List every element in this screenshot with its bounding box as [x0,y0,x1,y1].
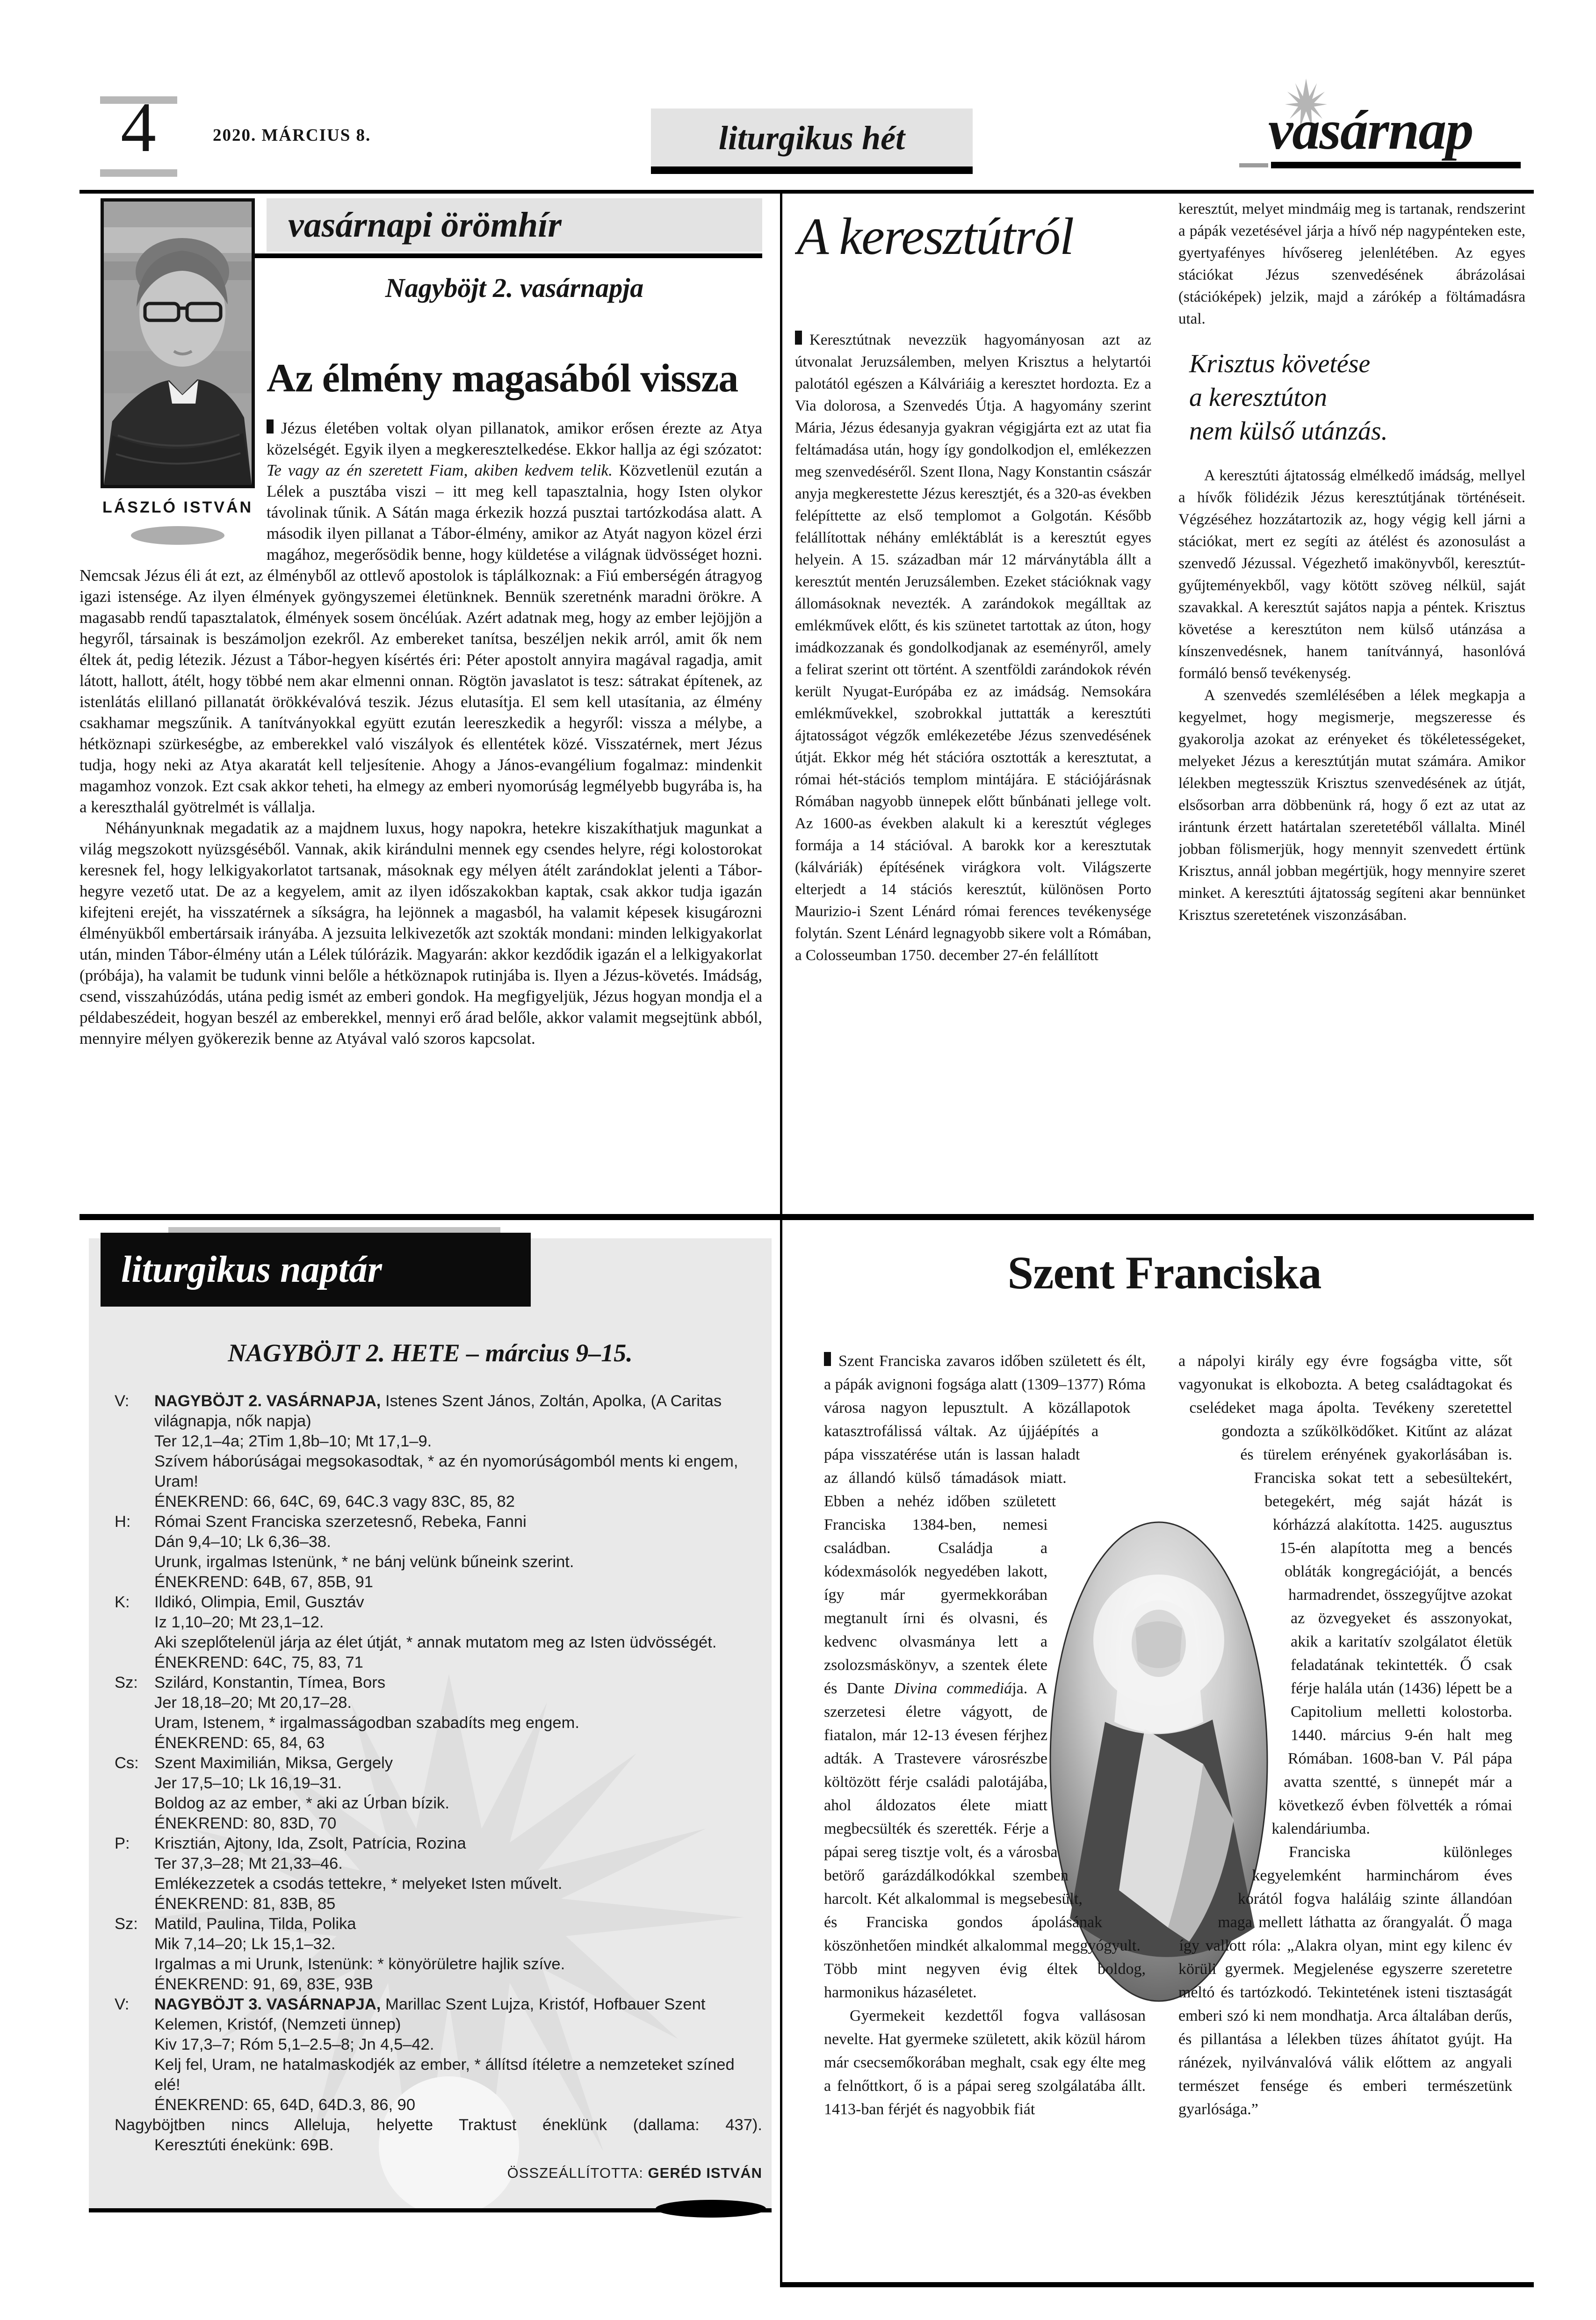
day-label: Sz: [115,1915,138,1933]
calendar-row: ÉNEKREND: 81, 83B, 85 [154,1895,336,1913]
article-kicker: Nagyböjt 2. vasárnapja [385,273,644,303]
calendar-row: NAGYBÖJT 3. VASÁRNAPJA, Marillac Szent Lujza, Kristóf, Hofbauer Szent Kelemen, Kristóf, (Nemzeti ünnep) [154,1995,706,2033]
calendar-row: Szilárd, Konstantin, Tímea, Bors [154,1674,386,1691]
calendar-banner-label: liturgikus naptár [121,1249,383,1290]
keresztut-article-col1 [795,198,1151,1212]
calendar-row: Kelj fel, Uram, ne hatalmaskodjék az ember, * állítsd ítéletre a nemzeteket színed elé! [154,2056,735,2094]
calendar-note: Nagyböjtben nincs Alleluja, helyette Traktust éneklünk (dallama: 437). [115,2116,762,2134]
body-paragraph: Szent Franciska zavaros időben született és élt, a pápák avignoni fogsága alatt (1309–1377) Róma városa nagyon lepusztult. A közállapotok katasztrofálissá váltak. Az újjáépítés a pápa visszatérése után is lassan haladt az állandó külső támadások miatt. Ebben a nehéz időben született Franciska 1384-ben, nemesi családban. Családja a kódexmásolók negyedében lakott, így már gyermekkorában megtanult írni és olvasni, és kedvenc olvasmánya lett a zsolozsmáskönyv, a szentek élete és Dante Divina commediája. A szerzetesi életre vágyott, de fiatalon, már 12-13 évesen férjhez adták. A Trastevere városrészbe költözött férje családi palotájába, ahol áldozatos élete miatt megbecsülték és szerették. Férje a pápai sereg tisztje volt, és a városba betörő garázdálkodókkal szemben harcolt. Két alkalommal is megsebesült, és Franciska gondos ápolásának köszönhetően mindkét alkalommal meggyógyult. Több mint negyven évig éltek boldog, harmonikus házaséletet. [824,1352,1146,2001]
calendar-row: ÉNEKREND: 66, 64C, 69, 64C.3 vagy 83C, 85, 82 [154,1493,515,1511]
body-paragraph: Keresztútnak nevezzük hagyományosan azt az útvonalat Jeruzsálemben, melyen Krisztus a helytartói palotától egészen a Kálváriáig a keresztet hordozta. Ez a Via dolorosa, a Szenvedés Útja. A hagyomány szerint Mária, Jézus édesanyja gyakran végigjárta ezt az utat fia feltámadása után, hogy így gondolkodjon el, emlékezzen meg szenvedéséről. Szent Ilona, Nagy Konstantin császár anyja megkerestette Jézus keresztjét, és a 320-as években felépíttette az első templomot a Golgotán. Később felállítottak néhány emléktáblát is a keresztút egyes helyein. A 15. században már 12 márványtábla állt a keresztút mentén Jeruzsálemben. Ezeket stációknak vagy állomásoknak nevezték. A zarándokok megálltak az emlékművek előtt, és kis szünetet tartottak az úton, hogy imádkozzanak és gondolkodjanak az eseményről, amely a felirat szerint ott történt. A szentföldi zarándokok révén került Nyugat-Európába ez az imádság. Nemsokára emlékművekkel, szobrokkal juttatták a keresztúti ájtatosságot végzők emlékezetébe Jézus szenvedésének útját. Ekkor még hét stációra osztották a keresztutat, a római hét-stációs templom mintájára. E stációjárásnak Rómában nagyobb ünnepek előtt bűnbánati jellege volt. Az 1600-as években alakult ki a keresztút végleges formája a 14 stációval. A barokk kor a keresztutak (kálváriák) építésének virágkora volt. Világszerte elterjedt a 14 stációs keresztút, különösen Porto Maurizio-i Szent Lénárd római ferences tevékenysége folytán. Szent Lénárd legnagyobb sikere volt a Rómában, a Colosseumban 1750. december 27-én felállított [795,332,1151,964]
paragraph-marker [824,1352,831,1366]
calendar-row: Aki szeplőtelenül járja az élet útját, * annak mutatom meg az Isten üdvösségét. ÉNEKREND: 64C, 75, 83, 71 [154,1633,717,1671]
calendar-entry-wednesday [115,1673,762,1753]
body-paragraph: a nápolyi király egy évre fogságba vitte, sőt vagyonukat is elkobozta. A beteg családtagokat és cselédeket maga ápolta. Tevékeny szeretettel gondozta a szűkölködőket. Kitűnt az alázat és türelem erényének gyakorlásában is. Franciska sokat tett a sebesültekért, betegekért, még saját házát is kórházzá alakította. 1425. augusztus 15-én alapította meg a bencés obláták kongregációját, a bencés harmadrendet, összegyűjtve azokat az özvegyeket és asszonyokat, akik a karitatív szolgálatot életük feladatának tekintették. Ő csak férje halála után (1436) lépett be a Capitolium melletti kolostorba. 1440. március 9-én halt meg Rómában. 1608-ban V. Pál pápa avatta szentté, s ünnepét már a következő évben fölvették a római kalendáriumba. [1178,1352,1512,1837]
header-rule [79,190,1534,194]
calendar-row: ÉNEKREND: 65, 64D, 64D.3, 86, 90 [154,2096,416,2114]
masthead-logo: vasárnap [1268,99,1473,161]
body-paragraph: Franciska különleges kegyelemként harminchárom éves korától fogva haláláig szinte állandóan maga mellett láthatta az őrangyalát. Ő maga így vallott róla: „Alakra olyan, mint egy kilenc év körüli gyermek. Megjelenése egyszerre szeretetre méltó és tartózkodó. Tekintetének isteni tisztaságát emberi szó ki nem mondhatja. Arca általában derűs, és pillantása a lélekben tüzes áhítatot gyújt. Ha ránézek, nyilvánvalóvá válik előttem az angyali természet fensége és emberi természetünk gyarlósága.” [1178,1843,1512,2118]
calendar-row: Uram, Istenem, * irgalmasságodban szabadíts meg engem. [154,1714,579,1732]
calendar-row: Boldog az az ember, * aki az Úrban bízik. [154,1794,449,1812]
calendar-footer-ellipse [656,2200,766,2218]
column-divider-rule [780,190,782,2287]
calendar-row: Irgalmas a mi Urunk, Istenünk: * könyörületre hajlik szíve. [154,1955,565,1973]
franciska-headline: Szent Franciska [1007,1247,1322,1299]
day-label: Sz: [115,1674,138,1691]
body-paragraph: Néhányunknak megadatik az a majdnem luxus, hogy napokra, hetekre kiszakíthatjuk magunkat a világ megszokott nyüzsgéséből. Vannak, akik kirándulni mennek egy csendes helyre, régi kolostorokat keresnek fel, hogy lelkigyakorlatot tartsanak, másoknak egy mélyen átélt zarándoklat jelenti a Tábor-hegyre vezető utat. De az a kegyelem, amit az ilyen időszakokban kaptak, csak akkor tudja igazán kifejteni erejét, ha visszatérnek a síkságra, ha lejönnek a magasból, ha valamit képesek kisugározni élményükből embertársaik irányába. A jezsuita lelkivezetők azt szokták mondani: minden lelkigyakorlat után, minden Tábor-élmény után a Lélek túlórázik. Magyarán: akkor kezdődik igazán el a lelkigyakorlat (próbája), ha valamit be tudunk vinni belőle a hétköznapok rutinjába is. Ilyen a Jézus-követés. Imádság, csend, visszahúzódás, utána pedig ismét az emberi gondok. Ha megfigyeljük, Jézus hogyan mondja el a példabeszédeit, hogyan beszél az emberekkel, mennyi erő árad belőle, akkor valamit megsejtünk abból, mennyire mélyen gyökerezik benne az Atyával való szoros kapcsolat. [79,818,762,1048]
section-underline [651,166,973,174]
calendar-entry-friday [115,1834,762,1914]
calendar-row: Urunk, irgalmas Istenünk, * ne bánj velünk bűneink szerint. [154,1553,574,1571]
oromhir-banner-label: vasárnapi örömhír [288,205,562,245]
body-paragraph: Gyermekeit kezdettől fogva vallásosan nevelte. Hat gyermeke született, akik közül három már csecsemőkorában meghalt, csak egy élte meg a felnőttkort, ő is a pápai sereg szolgálatába állt. 1413-ban férjét és nagyobbik fiát [824,2007,1146,2118]
calendar-row: ÉNEKREND: 65, 84, 63 [154,1734,325,1752]
calendar-credit [115,2163,762,2183]
calendar-row: Jer 17,5–10; Lk 16,19–31. [154,1774,342,1792]
calendar-entry-tuesday [115,1592,762,1673]
day-label: V: [115,1995,130,2013]
calendar-row: Dán 9,4–10; Lk 6,36–38. [154,1533,331,1551]
bottom-rule [780,2282,1534,2287]
credit-name: GERÉD ISTVÁN [648,2165,762,2181]
calendar-row: Ildikó, Olimpia, Emil, Gusztáv [154,1593,364,1611]
calendar-entry-sunday3 [115,1995,762,2115]
calendar-row: Mik 7,14–20; Lk 15,1–32. [154,1935,336,1953]
day-label: Cs: [115,1754,139,1772]
calendar-row: Ter 37,3–28; Mt 21,33–46. [154,1855,343,1872]
calendar-banner [101,1233,531,1307]
section-label: liturgikus hét [651,108,973,167]
calendar-row: Ter 12,1–4a; 2Tim 1,8b–10; Mt 17,1–9. [154,1432,432,1450]
paragraph-marker [795,331,802,345]
paragraph-marker [267,419,274,434]
masthead-gray-square [1239,163,1268,167]
calendar-row: Matild, Paulina, Tilda, Polika [154,1915,356,1933]
section-divider-rule [79,1214,1534,1220]
pull-quote [1178,347,1525,448]
oromhir-banner-rule [247,253,762,258]
body-paragraph: A keresztúti ájtatosság elmélkedő imádság, mellyel a hívők fölidézik Jézus keresztútjának történéseit. Végzéséhez hozzátartozik az, hogy végig kell járni a stációkat, mert ez segíti az átélést és azonosulást a szenvedő Jézussal. Végezhető imakönyvből, keresztút-gyűjteményekből, vagy kötött szöveg nélkül, saját szavakkal. A keresztút sajátos napja a péntek. Krisztus követése a keresztúton nem külső utánzása a kínszenvedésnek, hanem tanítvánnyá, hasonlóvá formáló benső tevékenység. [1178,467,1525,682]
calendar-entry-sunday [115,1391,762,1512]
keresztut-headline: A keresztútról [797,208,1074,266]
article-headline: Az élmény magasából vissza [267,355,738,400]
issue-date: 2020. MÁRCIUS 8. [213,126,371,145]
body-paragraph: Jézus életében voltak olyan pillanatok, amikor erősen érezte az Atya közelségét. Egyik ilyen a megkeresztelkedése. Ekkor hallja az égi szózatot: Te vagy az én szeretett Fiam, akiben kedvem telik. Közvetlenül ezután a Lélek a pusztába viszi – itt meg kell tapasztalnia, hogy Isten olykor távolinak tűnik. A Sátán maga érkezik hozzá pusztai tartózkodása alatt. A második ilyen pillanat a Tábor-élmény, amikor az Atyát nagyon közel érzi magához, megerősödik benne, hogy küldetése a világnak üdvösséget hozni. Nemcsak Jézus éli át ezt, az élményből az ottlevő apostolok is táplálkoznak: a Fiú emberségén átragyog igazi istensége. Az ilyen élmények gyöngyszemei életünknek. Bennük szeretnénk maradni örökre. A magasabb rendű tapasztalatok, élmények sosem öncélúak. Azért adatnak meg, hogy az ember lejöjjön a hegyről, társainak is beszámoljon ezekről. Az embereket tanítsa, beszéljen nekik arról, amit ők nem éltek át, pedig létezik. Jézust a Tábor-hegyen kísértés éri: Péter apostolt annyira magával ragadja, amit látott, hallott, átélt, hogy többé nem akar elmenni onnan. Rögtön javaslatot is tesz: sátrakat építenek, az istenlátás elillanó pillanatát örökkévalóvá teszik. Jézus elutasítja. El sem kell utasítania, az élmény csakhamar megszűnik. A tanítványokkal együtt ezután leereszkedik a hegyről: vissza a mélybe, a hétköznapi szürkeségbe, az emberekkel való viszályok és ellentétek közé. Visszatérnek, mert Jézus tudja, hogy neki az Atya akaratát kell teljesítenie. Ahogy a János-evangélium fogalmaz: mindenkit magamhoz vonzok. Ezt csak akkor teheti, ha elmegy az emberi nyomorúság legmélyebb bugyrába is, ha a kereszthalál gyötrelmét is vállalja. [79,419,762,816]
photo-caption: LÁSZLÓ ISTVÁN [102,499,253,516]
calendar-entry-monday [115,1512,762,1592]
page-number: 4 [121,88,156,166]
author-figure [79,198,267,545]
credit-label: ÖSSZEÁLLÍTOTTA: [507,2165,643,2181]
calendar-row: Jer 18,18–20; Mt 20,17–28. [154,1694,352,1712]
masthead-underline [1271,162,1521,168]
calendar-row: ÉNEKREND: 91, 69, 83E, 93B [154,1975,373,1993]
sunday-gospel-article [79,198,762,1212]
calendar-row: NAGYBÖJT 2. VASÁRNAPJA, Istenes Szent János, Zoltán, Apolka, (A Caritas világnapja, nők napja) [154,1392,722,1430]
day-label: V: [115,1392,130,1410]
calendar-row: Iz 1,10–20; Mt 23,1–12. [154,1613,324,1631]
calendar-week-title: NAGYBÖJT 2. HETE – március 9–15. [228,1339,633,1367]
franciska-col2 [1178,1350,1512,2280]
keresztut-article-col2 [1178,198,1525,1212]
caption-divider-ellipse [131,526,224,545]
calendar-entry-thursday [115,1753,762,1834]
pull-quote-line: nem külső utánzás. [1189,417,1388,446]
calendar-row: ÉNEKREND: 80, 83D, 70 [154,1814,337,1832]
day-label: K: [115,1593,130,1611]
calendar-note: Keresztúti énekünk: 69B. [154,2136,334,2154]
body-paragraph: A szenvedés szemlélésében a lélek megkapja a kegyelmet, hogy megismerje, megszeresse és gyakorolja azokat az erényeket és tökéletességeket, melyeket Jézus a keresztútján mutat számára. Amikor lélekben megtesszük Krisztus szenvedésének az útját, elsősorban arra döbbenünk rá, hogy ő ezt az utat az irántunk érzett határtalan szeretetéből vállalta. Minél jobban fölismerjük, hogy mennyit szenvedett értünk Krisztus, annál jobban megértjük, hogy mennyire szeret minket. A keresztúti ájtatosság segíteni akar bennünket Krisztus szeretetének viszonzásában. [1178,687,1525,924]
day-label: P: [115,1835,130,1852]
calendar-row: Kiv 17,3–7; Róm 5,1–2.5–8; Jn 4,5–42. [154,2036,434,2053]
pull-quote-line: a keresztúton [1189,383,1327,412]
calendar-row: Szívem háborúságai megsokasodtak, * az én nyomorúságomból ments ki engem, Uram! [154,1453,738,1490]
keresztut-body-col1 [795,329,1151,967]
corner-tick-bottom [100,169,177,177]
day-label: H: [115,1513,131,1531]
calendar-row: Római Szent Franciska szerzetesnő, Rebeka, Fanni [154,1513,527,1531]
calendar-row: ÉNEKREND: 64B, 67, 85B, 91 [154,1573,373,1591]
calendar-row: Szent Maximilián, Miksa, Gergely [154,1754,393,1772]
oromhir-banner [267,198,762,252]
calendar-row: Emlékezzetek a csodás tettekre, * melyeket Isten művelt. [154,1875,563,1893]
laszlo-istvan-photo [101,198,255,488]
calendar-entries [115,1391,762,2183]
pull-quote-line: Krisztus követése [1189,349,1371,378]
calendar-entry-saturday [115,1914,762,1995]
franciska-col1 [824,1350,1146,2280]
calendar-row: Krisztián, Ajtony, Ida, Zsolt, Patrícia, Rozina [154,1835,466,1852]
body-paragraph: keresztút, melyet mindmáig meg is tartanak, rendszerint a pápák vezetésével járja a hívő nép nagypénteken este, gyertyafényes hívősereg jelenlétében. Az egyes stációkat Jézus szenvedésének ábrázolásai (stációképek) jelzik, majd a zárókép a föltámadásra utal. [1178,201,1525,327]
